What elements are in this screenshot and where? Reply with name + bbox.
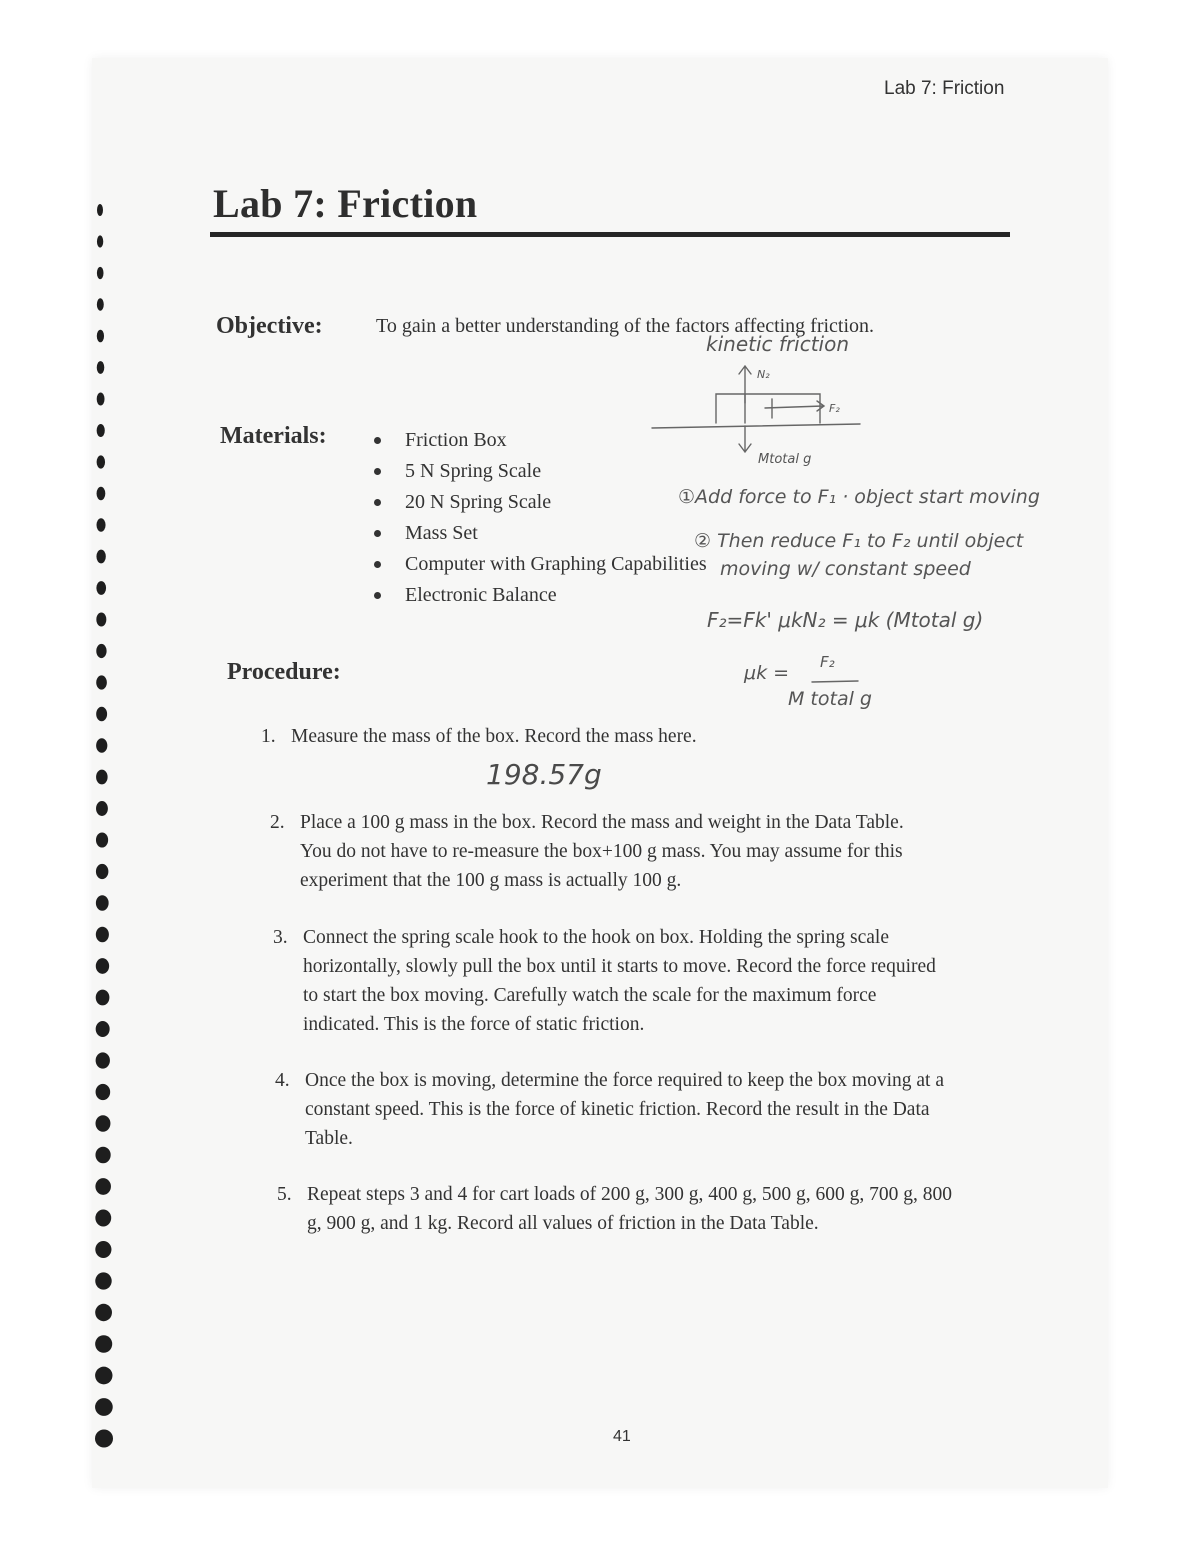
step-number: 3. [273, 927, 288, 948]
weight-arrow [739, 426, 751, 452]
step-line: Table. [305, 1128, 353, 1149]
handwritten-equation-2-denominator: M total g [788, 688, 872, 710]
page-number: 41 [613, 1428, 631, 1445]
handwritten-equation-2-lhs: μk = [744, 662, 790, 684]
materials-item: 5 N Spring Scale [372, 456, 707, 487]
objective-text: To gain a better understanding of the factors affecting friction. [376, 315, 875, 337]
step-line: Measure the mass of the box. Record the mass here. [291, 726, 697, 747]
step-line: Once the box is moving, determine the force required to keep the box moving at a [305, 1070, 944, 1091]
materials-item: Computer with Graphing Capabilities [372, 549, 707, 580]
handwritten-note-2b: moving w/ constant speed [720, 558, 971, 580]
step-number: 5. [277, 1184, 292, 1205]
handwritten-equation-1: F₂=Fk' μkN₂ = μk (Mtotal g) [707, 608, 984, 632]
step-line: constant speed. This is the force of kinetic friction. Record the result in the Data [305, 1099, 930, 1120]
step-line: indicated. This is the force of static friction. [303, 1014, 645, 1035]
step-number: 2. [270, 812, 285, 833]
objective-label: Objective: [216, 313, 323, 339]
materials-item: Friction Box [372, 425, 707, 456]
handwritten-kinetic-friction: kinetic friction [706, 332, 849, 356]
handwritten-weight-label: Mtotal g [758, 452, 812, 467]
handwritten-f2-label: F₂ [829, 402, 840, 415]
materials-item: Mass Set [372, 518, 707, 549]
step-line: Connect the spring scale hook to the hook on box. Holding the spring scale [303, 927, 889, 948]
step-number: 1. [261, 726, 276, 747]
step-number: 4. [275, 1070, 290, 1091]
materials-item: Electronic Balance [372, 580, 707, 611]
step-line: to start the box moving. Carefully watch the scale for the maximum force [303, 985, 877, 1006]
ground-line [652, 424, 860, 428]
step-line: Place a 100 g mass in the box. Record the mass and weight in the Data Table. [300, 812, 904, 833]
step-line: horizontally, slowly pull the box until it starts to move. Record the force required [303, 956, 936, 977]
procedure-label: Procedure: [227, 659, 341, 685]
handwritten-box-mass: 198.57g [486, 758, 602, 791]
handwritten-note-2: ② Then reduce F₁ to F₂ until object [694, 530, 1024, 552]
handwritten-note-1: ①Add force to F₁ · object start moving [678, 486, 1040, 508]
page-title: Lab 7: Friction [213, 181, 478, 226]
materials-label: Materials: [220, 423, 327, 449]
handwritten-n2-label: N₂ [757, 368, 770, 381]
step-line: experiment that the 100 g mass is actually 100 g. [300, 870, 682, 891]
step-line: g, 900 g, and 1 kg. Record all values of friction in the Data Table. [307, 1213, 819, 1234]
materials-item: 20 N Spring Scale [372, 487, 707, 518]
applied-force-arrow [765, 401, 824, 411]
fraction-bar [812, 681, 858, 682]
step-line: Repeat steps 3 and 4 for cart loads of 200 g, 300 g, 400 g, 500 g, 600 g, 700 g, 800 [307, 1184, 953, 1205]
running-header: Lab 7: Friction [884, 78, 1005, 99]
normal-force-arrow [739, 366, 751, 403]
step-line: You do not have to re-measure the box+100 g mass. You may assume for this [300, 841, 903, 862]
handwritten-equation-2-numerator: F₂ [820, 653, 835, 671]
